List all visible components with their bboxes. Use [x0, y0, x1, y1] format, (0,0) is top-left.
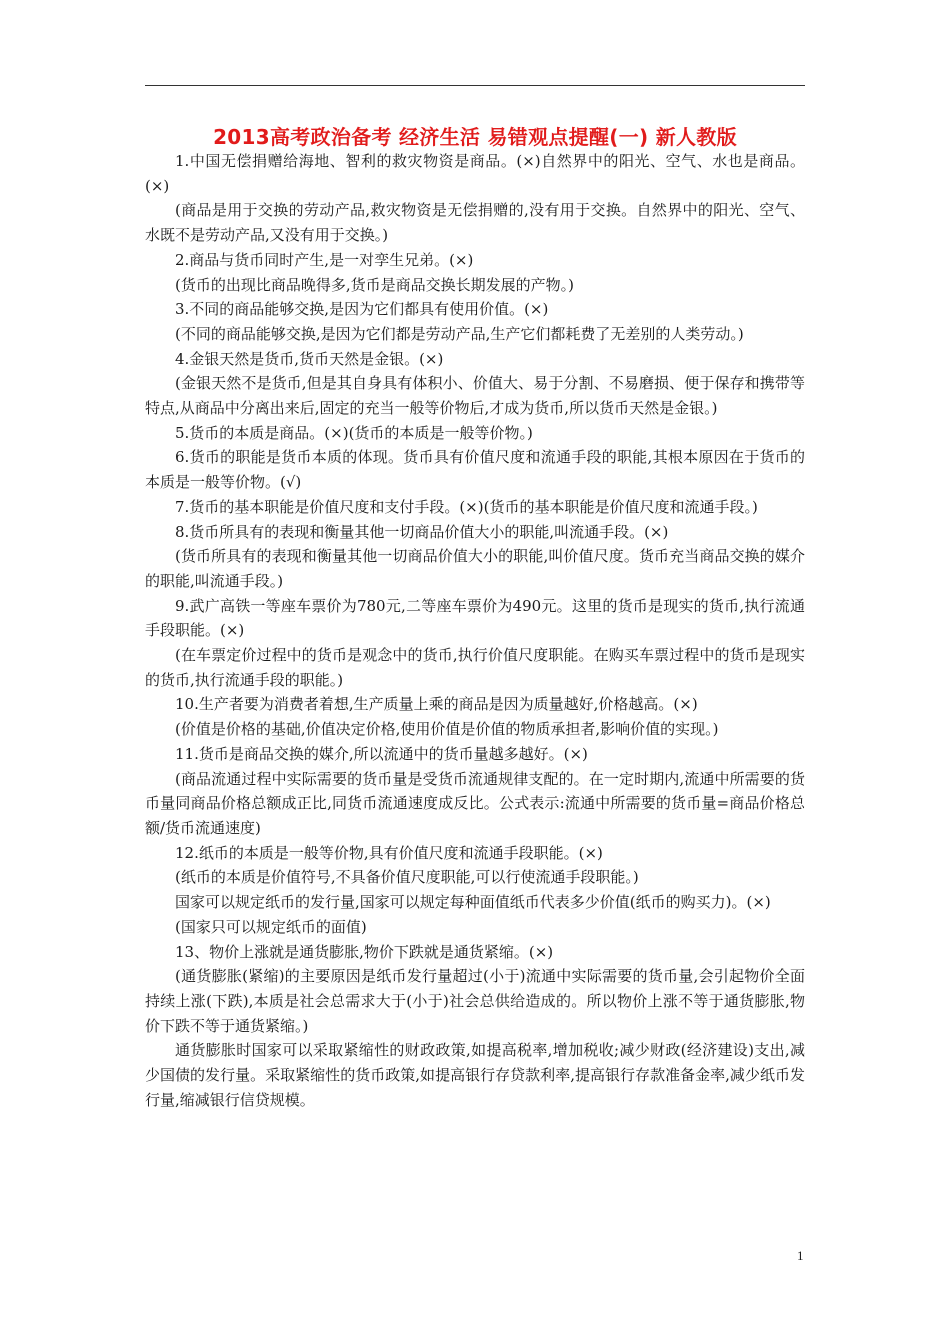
paragraph: 国家可以规定纸币的发行量,国家可以规定每种面值纸币代表多少价值(纸币的购买力)。(×): [175, 893, 771, 912]
paragraph: (金银天然不是货币,但是其自身具有体积小、价值大、易于分割、不易磨损、便于保存和携带等特点,从商品中分离出来后,固定的充当一般等价物后,才成为货币,所以货币天然是金银。): [145, 374, 805, 418]
paragraph: 2.商品与货币同时产生,是一对孪生兄弟。(×): [175, 250, 474, 269]
paragraph: 通货膨胀时国家可以采取紧缩性的财政政策,如提高税率,增加税收;减少财政(经济建设)支出,减少国债的发行量。采取紧缩性的货币政策,如提高银行存贷款利率,提高银行存款准备金率,减少纸币发行量,缩减银行信贷规模。: [145, 1041, 805, 1109]
paragraph: 13、物价上涨就是通货膨胀,物价下跌就是通货紧缩。(×): [175, 942, 554, 961]
paragraph: (商品流通过程中实际需要的货币量是受货币流通规律支配的。在一定时期内,流通中所需要的货币量同商品价格总额成正比,同货币流通速度成反比。公式表示:流通中所需要的货币量=商品价格总额/货币流通速度): [145, 769, 805, 837]
paragraph: 5.货币的本质是商品。(×)(货币的本质是一般等价物。): [175, 423, 533, 442]
paragraph: (商品是用于交换的劳动产品,救灾物资是无偿捐赠的,没有用于交换。自然界中的阳光、空气、水既不是劳动产品,又没有用于交换。): [145, 201, 805, 245]
page-number: 1: [797, 1248, 804, 1263]
paragraph: (价值是价格的基础,价值决定价格,使用价值是价值的物质承担者,影响价值的实现。): [175, 720, 719, 739]
paragraph: 12.纸币的本质是一般等价物,具有价值尺度和流通手段职能。(×): [175, 843, 603, 862]
document-title: 2013高考政治备考 经济生活 易错观点提醒(一) 新人教版: [213, 125, 737, 149]
paragraph: (货币所具有的表现和衡量其他一切商品价值大小的职能,叫价值尺度。货币充当商品交换的媒介的职能,叫流通手段。): [145, 547, 805, 590]
paragraph: 6.货币的职能是货币本质的体现。货币具有价值尺度和流通手段的职能,其根本原因在于货币的本质是一般等价物。(√): [145, 448, 805, 492]
paragraph: 10.生产者要为消费者着想,生产质量上乘的商品是因为质量越好,价格越高。(×): [175, 695, 698, 714]
paragraph: 4.金银天然是货币,货币天然是金银。(×): [175, 349, 444, 368]
paragraph: (通货膨胀(紧缩)的主要原因是纸币发行量超过(小于)流通中实际需要的货币量,会引起物价全面持续上涨(下跌),本质是社会总需求大于(小于)社会总供给造成的。所以物价上涨不等于通货膨胀,物价下跌不等于通货紧缩。): [145, 967, 805, 1035]
document-body: [145, 149, 805, 1112]
paragraph: (货币的出现比商品晚得多,货币是商品交换长期发展的产物。): [175, 275, 574, 294]
paragraph: 1.中国无偿捐赠给海地、智利的救灾物资是商品。(×)自然界中的阳光、空气、水也是商品。(×): [145, 152, 805, 195]
header-rule: [145, 85, 805, 86]
paragraph: 9.武广高铁一等座车票价为780元,二等座车票价为490元。这里的货币是现实的货币,执行流通手段职能。(×): [145, 596, 805, 640]
paragraph: (不同的商品能够交换,是因为它们都是劳动产品,生产它们都耗费了无差别的人类劳动。): [175, 324, 744, 343]
paragraph: (纸币的本质是价值符号,不具备价值尺度职能,可以行使流通手段职能。): [175, 868, 639, 887]
paragraph: 7.货币的基本职能是价值尺度和支付手段。(×)(货币的基本职能是价值尺度和流通手段。): [175, 497, 758, 516]
paragraph: (国家只可以规定纸币的面值): [175, 917, 367, 936]
paragraph: 11.货币是商品交换的媒介,所以流通中的货币量越多越好。(×): [175, 744, 588, 763]
paragraph: 3.不同的商品能够交换,是因为它们都具有使用价值。(×): [175, 300, 549, 319]
paragraph: (在车票定价过程中的货币是观念中的货币,执行价值尺度职能。在购买车票过程中的货币是现实的货币,执行流通手段的职能。): [145, 646, 805, 689]
paragraph: 8.货币所具有的表现和衡量其他一切商品价值大小的职能,叫流通手段。(×): [175, 522, 669, 541]
